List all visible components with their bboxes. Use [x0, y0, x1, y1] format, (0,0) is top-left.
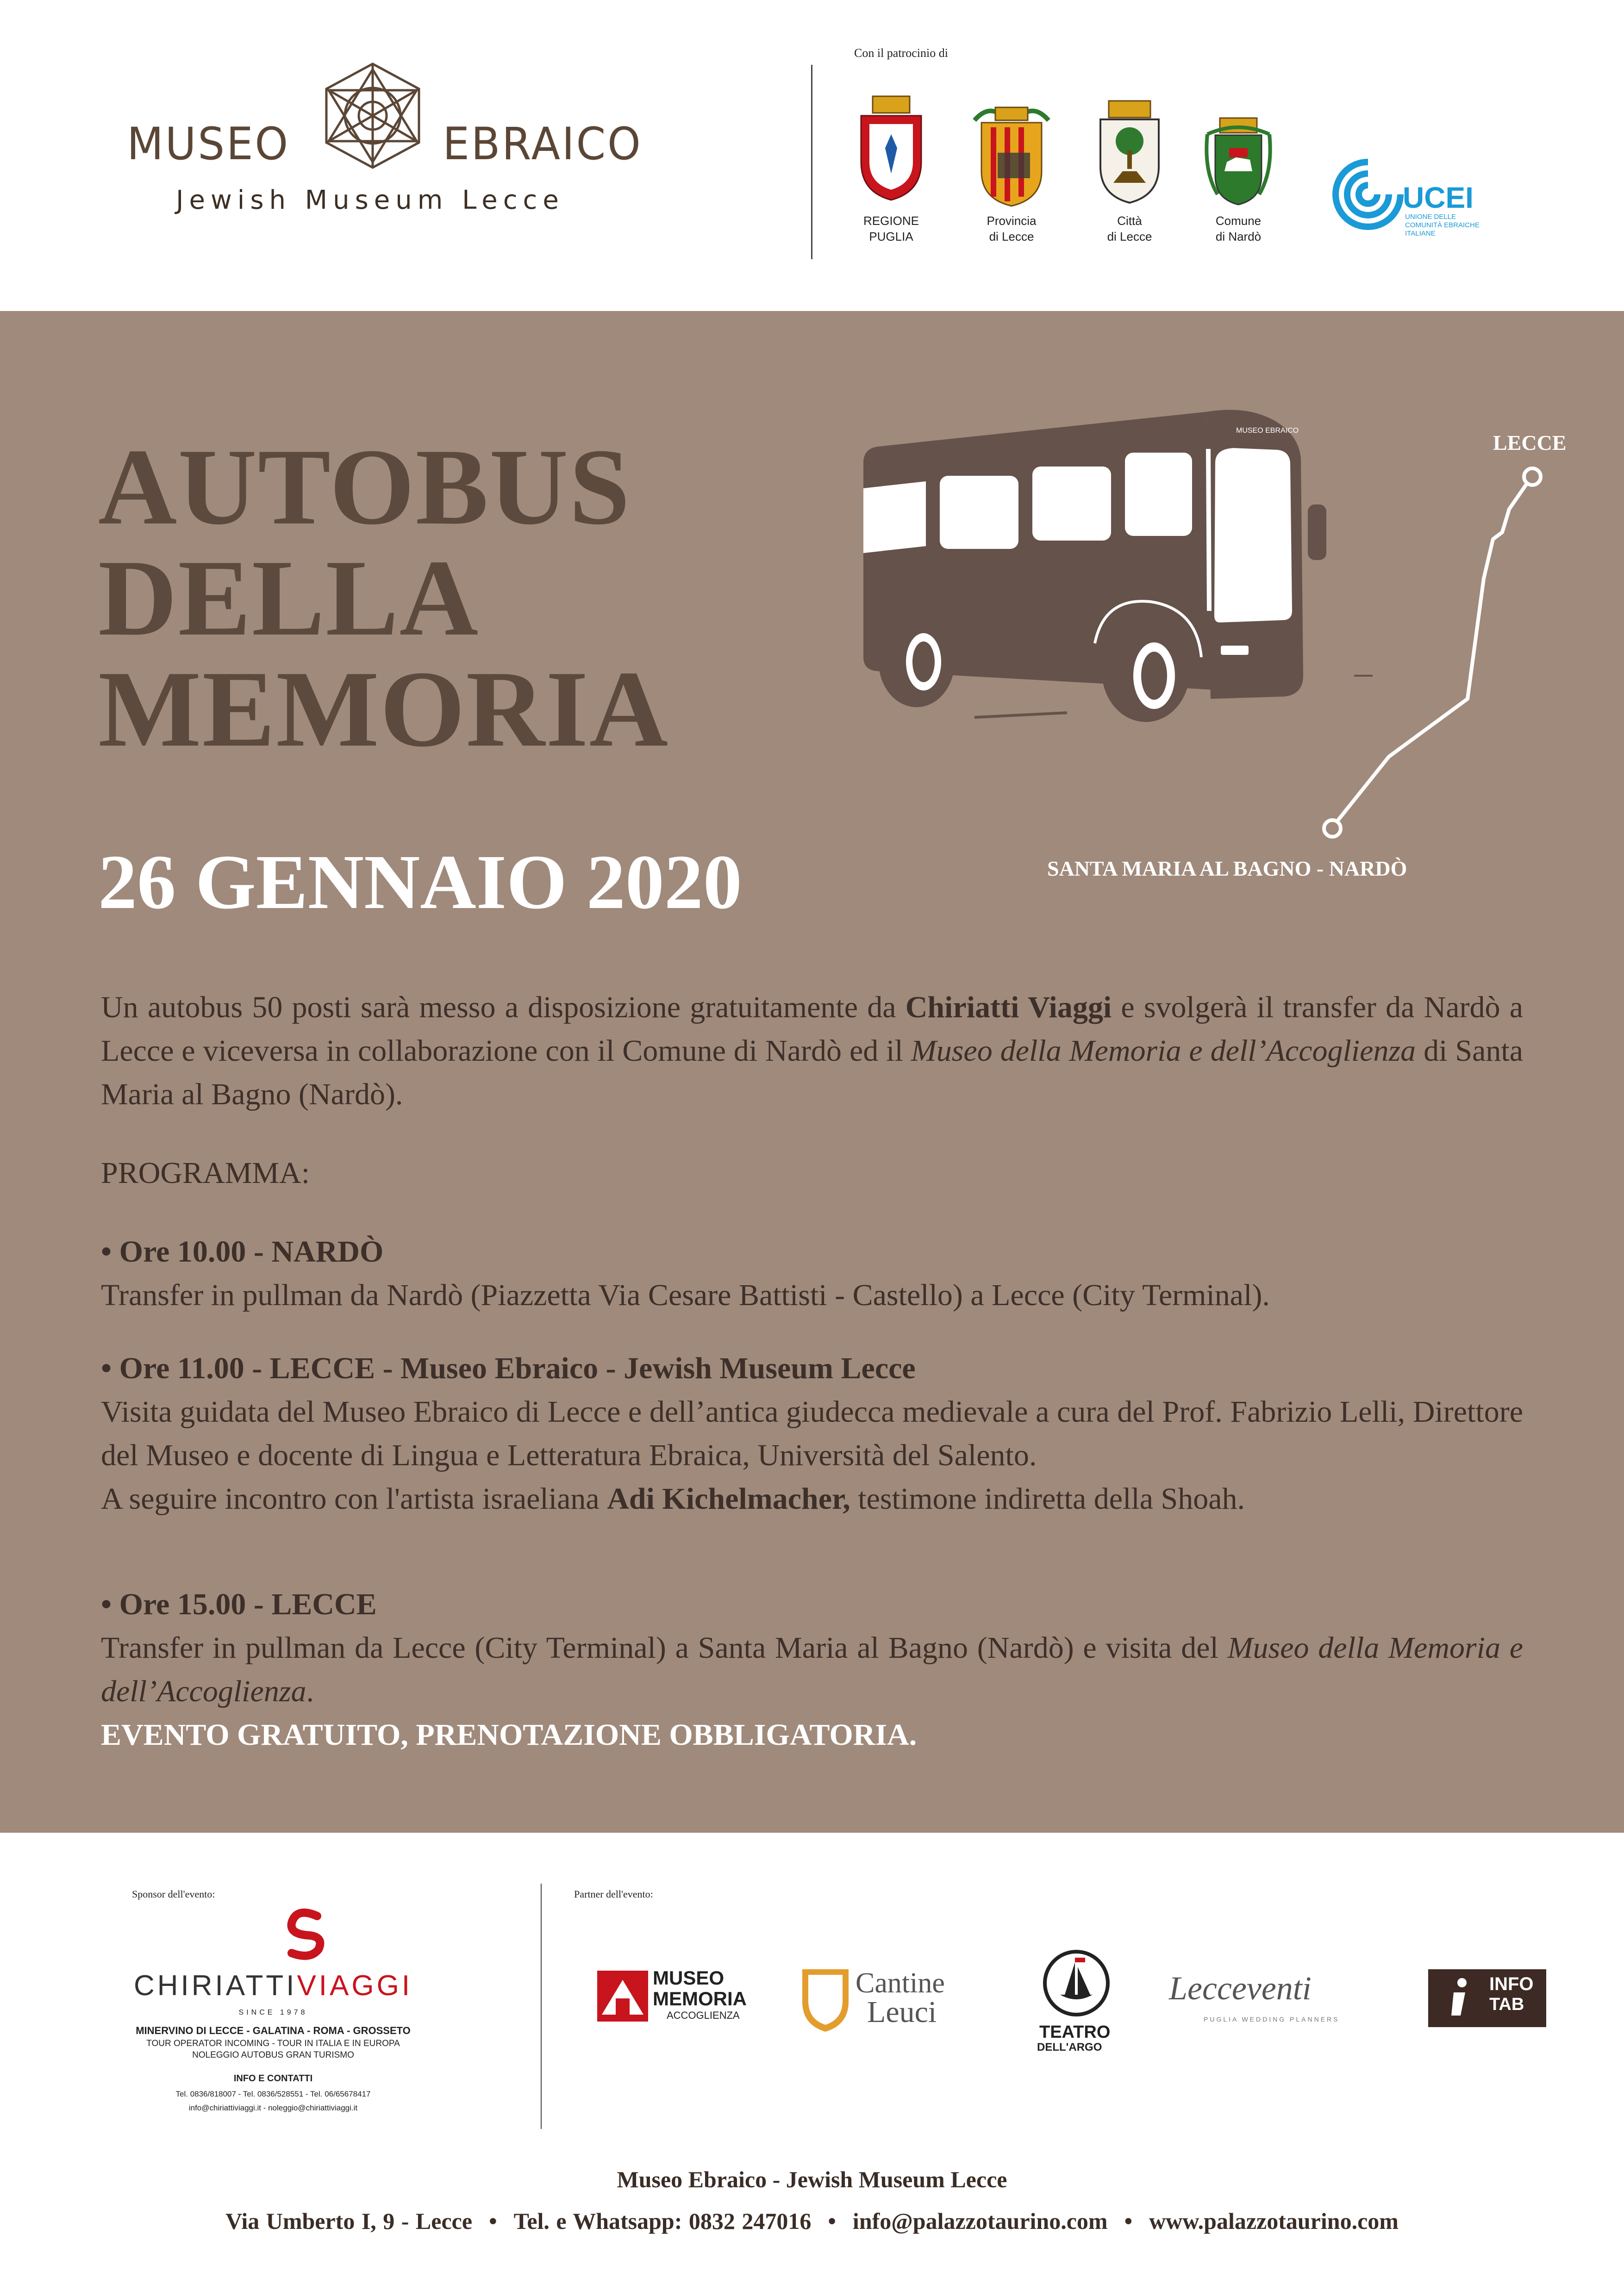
- intro-text: e svolgerà il transfer da Nardò a Lecce e viceversa in collaborazione con il Comune di Nardò ed il: [101, 990, 1524, 1068]
- footer-address: Via Umberto I, 9 - Lecce: [225, 2208, 473, 2234]
- footer-phone[interactable]: Tel. e Whatsapp: 0832 247016: [513, 2208, 812, 2234]
- museum-name-italic: Museo della Memoria e dell’Accoglienza: [911, 1034, 1416, 1068]
- program-item-text: [101, 1477, 1523, 1521]
- museo-memoria-logo: [597, 1967, 755, 2027]
- ucei-caption: [1405, 213, 1480, 238]
- comune-nardo-crest-icon: [1204, 116, 1273, 208]
- route-line-icon: [1296, 458, 1555, 856]
- infotab-text-1: INFO: [1489, 1974, 1534, 1994]
- program-item-title: • Ore 11.00 - LECCE - Museo Ebraico - Jewish Museum Lecce: [101, 1351, 916, 1385]
- title-line-2: DELLA: [98, 538, 480, 659]
- sponsor-services-1: TOUR OPERATOR INCOMING - TOUR IN ITALIA E IN EUROPA: [146, 2039, 400, 2048]
- header: [0, 0, 1624, 311]
- leuci-text: Leuci: [867, 1995, 937, 2029]
- sponsor-services-2: NOLEGGIO AUTOBUS GRAN TURISMO: [192, 2050, 354, 2060]
- program-item-text: [101, 1626, 1523, 1713]
- patron-label-citta: [1079, 213, 1181, 244]
- route-start-label: SANTA MARIA AL BAGNO - NARDÒ: [1047, 857, 1407, 880]
- bus-sign-text: MUSEO EBRAICO: [1236, 427, 1299, 435]
- logo-subtitle: Jewish Museum Lecce: [176, 185, 564, 215]
- citta-lecce-crest-icon: [1095, 97, 1164, 204]
- infotab-logo: [1428, 1969, 1546, 2027]
- patron-line: di Lecce: [1107, 230, 1152, 243]
- lecceventi-subtitle: PUGLIA WEDDING PLANNERS: [1204, 2016, 1340, 2023]
- bullet-separator: •: [489, 2208, 497, 2234]
- footer-website[interactable]: www.palazzotaurino.com: [1149, 2208, 1399, 2234]
- museo-memoria-mark-icon: [597, 1971, 648, 2022]
- cantine-text: Cantine: [856, 1967, 945, 1999]
- patron-label-regione: [840, 213, 942, 244]
- teatro-text: TEATRO: [1039, 2022, 1111, 2042]
- sponsor-since: SINCE 1978: [238, 2009, 308, 2016]
- ucei-logo: [1322, 148, 1516, 241]
- logo-word-left: MUSEO: [127, 118, 290, 170]
- museo-memoria-text-3: ACCOGLIENZA: [667, 2010, 740, 2021]
- patron-line: di Lecce: [989, 230, 1034, 243]
- info-i-icon: [1440, 1976, 1477, 2020]
- museo-memoria-text-2: MEMORIA: [653, 1988, 747, 2010]
- sponsor-cities: MINERVINO DI LECCE - GALATINA - ROMA - GROSSETO: [136, 2025, 411, 2036]
- program-heading: PROGRAMMA:: [101, 1156, 310, 1190]
- museo-ebraico-logo: [0, 0, 787, 259]
- intro-text: di Santa Maria al Bagno (Nardò).: [101, 1034, 1523, 1111]
- ucei-symbol-icon: [1322, 148, 1414, 241]
- sponsor-label: Sponsor dell'evento:: [132, 1888, 215, 1900]
- lecceventi-text: Lecceventi: [1169, 1970, 1312, 2007]
- bullet-separator: •: [828, 2208, 836, 2234]
- program-item-title: • Ore 15.00 - LECCE: [101, 1587, 377, 1621]
- footer-museum-title: Museo Ebraico - Jewish Museum Lecce: [617, 2166, 1007, 2192]
- chiriatti-logo-icon: [278, 1907, 333, 1962]
- patron-line: PUGLIA: [869, 230, 913, 243]
- sponsor-name-b: VIAGGI: [297, 1970, 413, 2002]
- footer-contacts: [0, 2208, 1624, 2234]
- sponsor-name: [65, 1969, 481, 2002]
- patron-label-nardo: [1187, 213, 1289, 244]
- partner-label: Partner dell'evento:: [574, 1888, 653, 1900]
- patronage-label: Con il patrocinio di: [854, 46, 948, 60]
- program-item-3: [101, 1583, 1523, 1757]
- free-event-notice: EVENTO GRATUITO, PRENOTAZIONE OBBLIGATORIA.: [101, 1718, 917, 1752]
- title-line-1: AUTOBUS: [98, 427, 631, 548]
- header-divider: [811, 65, 812, 259]
- patron-line: REGIONE: [863, 214, 919, 228]
- infotab-text-2: TAB: [1489, 1995, 1524, 2014]
- text-span: Transfer in pullman da Lecce (City Terminal) a Santa Maria al Bagno (Nardò) e visita del: [101, 1631, 1228, 1665]
- patron-line: di Nardò: [1215, 230, 1262, 243]
- argo-text: DELL'ARGO: [1037, 2041, 1102, 2053]
- footer-email[interactable]: info@palazzotaurino.com: [852, 2208, 1108, 2234]
- ucei-caption-line: ITALIANE: [1405, 230, 1436, 237]
- star-of-david-emblem-icon: [319, 60, 426, 171]
- title-line-3: MEMORIA: [98, 649, 669, 770]
- patron-label-provincia: [961, 213, 1062, 244]
- footer-divider: [541, 1884, 542, 2129]
- text-span: testimone indiretta della Shoah.: [850, 1482, 1245, 1516]
- museo-memoria-text-1: MUSEO: [653, 1967, 725, 1989]
- program-item-2: [101, 1347, 1523, 1521]
- sponsor-phones: Tel. 0836/818007 - Tel. 0836/528551 - Tel. 06/65678417: [175, 2090, 371, 2098]
- teatro-argo-logo: [1030, 1948, 1123, 2055]
- text-span: A seguire incontro con l'artista israeliana: [101, 1482, 607, 1516]
- teatro-argo-ship-icon: [1042, 1948, 1111, 2018]
- lecceventi-logo: [1160, 1969, 1354, 2034]
- text-span: .: [306, 1674, 314, 1708]
- program-item-text: Transfer in pullman da Nardò (Piazzetta Via Cesare Battisti - Castello) a Lecce (City Terminal).: [101, 1278, 1270, 1312]
- museum-name-italic: Museo della Memoria e dell’Accoglienza: [101, 1631, 1523, 1708]
- route-end-label: LECCE: [1493, 431, 1567, 454]
- cantine-leuci-logo: [800, 1965, 985, 2034]
- regione-puglia-crest-icon: [856, 93, 926, 204]
- program-item-title: • Ore 10.00 - NARDÒ: [101, 1235, 384, 1269]
- event-date: 26 GENNAIO 2020: [98, 839, 742, 925]
- sponsor-emails: info@chiriattiviaggi.it - noleggio@chiriattiviaggi.it: [188, 2103, 358, 2112]
- program-item-text: Visita guidata del Museo Ebraico di Lecce e dell’antica giudecca medievale a cura del Prof. Fabrizio Lelli, Direttore del Museo e docente di Lingua e Letteratura Ebraica, Università del Salento.: [101, 1395, 1523, 1472]
- ucei-name: UCEI: [1403, 181, 1474, 214]
- provincia-lecce-crest-icon: [970, 102, 1053, 208]
- patron-line: Provincia: [987, 214, 1037, 228]
- sponsor-name-a: CHIRIATTI: [133, 1970, 297, 2002]
- sponsor-name-highlight: Chiriatti Viaggi: [905, 990, 1112, 1024]
- intro-text: Un autobus 50 posti sarà messo a disposizione gratuitamente da: [101, 990, 906, 1024]
- logo-word-right: EBRAICO: [443, 118, 643, 170]
- patron-line: Comune: [1215, 214, 1262, 228]
- cantine-leuci-shield-icon: [800, 1965, 851, 2034]
- program-item-1: [101, 1230, 1523, 1317]
- intro-paragraph: [101, 986, 1523, 1116]
- bullet-separator: •: [1124, 2208, 1133, 2234]
- ucei-caption-line: COMUNITÀ EBRAICHE: [1405, 221, 1480, 229]
- patron-line: Città: [1117, 214, 1142, 228]
- sponsor-info-title: INFO E CONTATTI: [233, 2073, 313, 2084]
- ucei-caption-line: UNIONE DELLE: [1405, 213, 1456, 221]
- artist-name: Adi Kichelmacher,: [607, 1482, 850, 1516]
